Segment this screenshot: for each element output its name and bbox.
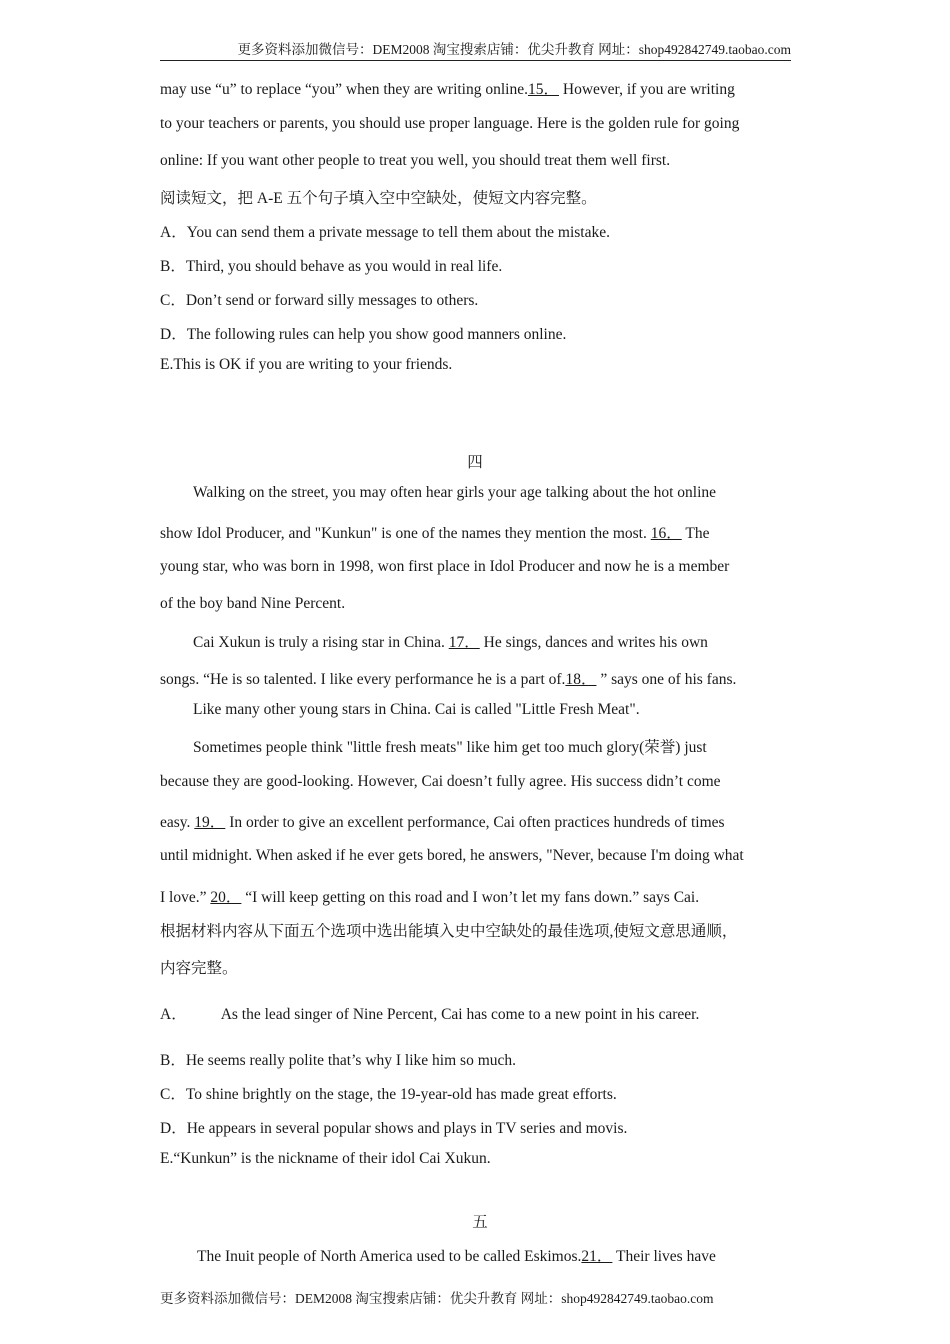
passage5-text: Their lives have [612,1248,716,1265]
passage4-p1-line-3: young star, who was born in 1998, won first place in Idol Producer and now he is a member [160,558,730,575]
passage3-text: However, if you are writing [559,81,735,98]
passage4-text: Cai Xukun is truly a rising star in China. [193,634,449,651]
passage4-text: songs. “He is so talented. I like every performance he is a part of. [160,671,566,688]
passage4-p4-line-3 [160,810,725,832]
passage4-option-e: E.“Kunkun” is the nickname of their idol Cai Xukun. [160,1150,491,1167]
passage4-text: easy. [160,814,195,831]
passage4-p2-line-2 [160,667,736,689]
passage4-p3: Like many other young stars in China. Cai is called "Little Fresh Meat". [193,701,640,718]
passage4-text: show Idol Producer, and "Kunkun" is one of the names they mention the most. [160,525,651,542]
passage3-option-b: B．Third, you should behave as you would in real life. [160,258,503,275]
passage4-instruction-line-1: 根据材料内容从下面五个选项中选出能填入史中空缺处的最佳选项,使短文意思通顺， [160,923,738,940]
blank-17: 17． [448,634,480,651]
passage4-text: I love.” [160,889,211,906]
passage3-text: may use “u” to replace “you” when they are writing online. [160,81,528,98]
blank-15: 15． [527,81,559,98]
passage4-p2-line-1 [193,630,708,652]
passage4-option-b: B．He seems really polite that’s why I like him so much. [160,1052,517,1069]
passage4-text: The [681,525,710,542]
passage4-p1-line-1: Walking on the street, you may often hear girls your age talking about the hot online [193,484,717,501]
option-label: A． [160,1006,187,1023]
passage4-p1-line-4: of the boy band Nine Percent. [160,595,346,612]
blank-18: 18． [565,671,597,688]
passage4-p1-line-2 [160,521,709,543]
passage3-option-c: C．Don’t send or forward silly messages to others. [160,292,479,309]
page-footer: 更多资料添加微信号：DEM2008 淘宝搜索店铺：优尖升教育 网址：shop492842749.taobao.com [160,1291,714,1306]
blank-16: 16． [650,525,682,542]
option-text: As the lead singer of Nine Percent, Cai has come to a new point in his career. [220,1006,700,1023]
passage3-line-1 [160,77,735,99]
passage4-p4-line-2: because they are good-looking. However, Cai doesn’t fully agree. His success didn’t come [160,773,721,790]
passage4-instruction-line-2: 内容完整。 [160,960,238,977]
passage3-option-a: A．You can send them a private message to tell them about the mistake. [160,224,610,241]
passage3-line-3: online: If you want other people to treat you well, you should treat them well first. [160,152,671,169]
page-header: 更多资料添加微信号：DEM2008 淘宝搜索店铺：优尖升教育 网址：shop492842749.taobao.com [160,38,791,61]
passage4-option-a [160,1002,699,1024]
passage3-option-e: E.This is OK if you are writing to your friends. [160,356,453,373]
passage4-text: He sings, dances and writes his own [479,634,708,651]
blank-19: 19． [194,814,226,831]
passage3-option-d: D．The following rules can help you show good manners online. [160,326,567,343]
passage4-text: ” says one of his fans. [596,671,737,688]
passage3-instruction: 阅读短文，把 A-E 五个句子填入空中空缺处，使短文内容完整。 [160,190,597,207]
passage4-option-d: D．He appears in several popular shows and plays in TV series and movis. [160,1120,628,1137]
passage4-p4-line-5 [160,885,699,907]
passage4-option-c: C．To shine brightly on the stage, the 19-year-old has made great efforts. [160,1086,617,1103]
passage3-line-2: to your teachers or parents, you should use proper language. Here is the golden rule for going [160,115,740,132]
section-heading-5: 五 [472,1214,488,1231]
passage5-line-1 [197,1244,716,1266]
blank-21: 21． [581,1248,613,1265]
passage5-text: The Inuit people of North America used to be called Eskimos. [197,1248,582,1265]
passage4-p4-line-4: until midnight. When asked if he ever gets bored, he answers, "Never, because I'm doing what [160,847,744,864]
passage4-text: “I will keep getting on this road and I won’t let my fans down.” says Cai. [241,889,700,906]
blank-20: 20． [210,889,242,906]
passage4-p4-line-1: Sometimes people think "little fresh meats" like him get too much glory(荣誉) just [193,739,707,756]
section-heading-4: 四 [467,454,483,471]
passage4-text: In order to give an excellent performance, Cai often practices hundreds of times [225,814,725,831]
